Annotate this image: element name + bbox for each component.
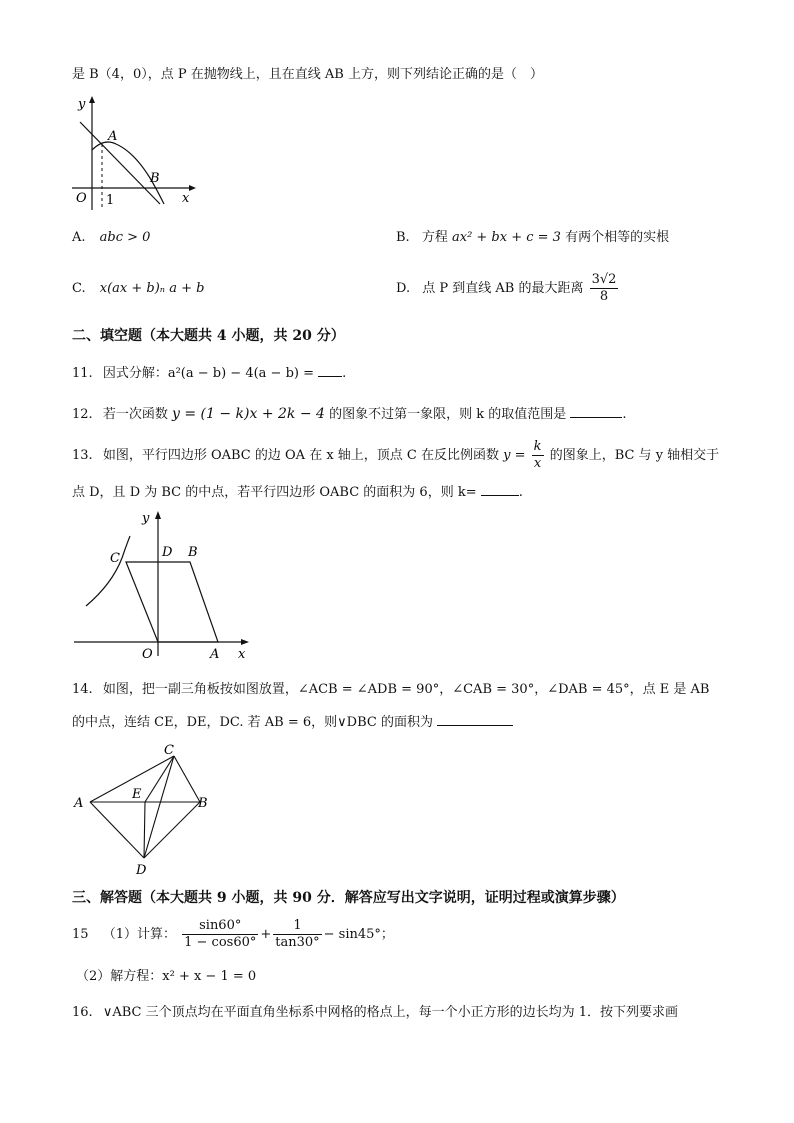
option-d (396, 272, 620, 305)
fig10-label-y: y (78, 97, 86, 112)
q15-f1-den: 1 − cos60° (184, 935, 257, 950)
q12-blank[interactable] (570, 405, 622, 418)
q14-blank[interactable] (437, 713, 513, 726)
parallelogram-oabc (126, 562, 218, 642)
q15-f1-num: sin60° (182, 918, 258, 935)
q11-end: . (342, 366, 347, 381)
fig13-label-b: B (188, 545, 198, 560)
q13-num: 13. (72, 448, 93, 463)
q13-frac-den: x (533, 456, 542, 471)
x-axis-arrow (189, 185, 196, 191)
q16-text: ∨ABC 三个顶点均在平面直角坐标系中网格的格点上，每一个小正方形的边长均为 1．按下列要求画 (102, 1005, 679, 1020)
q12-pre: 若一次函数 (102, 407, 168, 422)
option-c-label: C. (72, 281, 86, 296)
q13-fraction (532, 439, 544, 472)
q15-part1 (72, 918, 394, 951)
fig14-label-b: B (198, 796, 208, 811)
option-b-pre: 方程 (421, 230, 448, 245)
fig14-label-e: E (132, 787, 142, 802)
x-axis-arrow (241, 639, 249, 645)
q15-plus: + (260, 927, 272, 942)
y-axis-arrow (89, 96, 95, 103)
q13-line2 (72, 483, 523, 502)
option-d-pre: 点 P 到直线 AB 的最大距离 (422, 281, 584, 296)
q11 (72, 364, 346, 383)
q13-y-eq: y = (503, 448, 526, 463)
q13-blank[interactable] (481, 483, 519, 496)
q15-tail: − sin45°； (323, 927, 394, 942)
q14-figure (70, 740, 222, 878)
q10-stem: 是 B（4，0），点 P 在抛物线上，且在直线 AB 上方，则下列结论正确的是（ ） (72, 67, 543, 82)
option-a-label: A. (72, 230, 86, 245)
q15-f2-den: tan30° (275, 935, 320, 950)
fig13-label-x: x (238, 647, 246, 662)
hyperbola (86, 536, 130, 606)
fig10-label-x: x (182, 191, 190, 206)
fig10-label-1: 1 (106, 193, 115, 208)
option-c (72, 280, 204, 298)
q15-num: 15 (72, 927, 89, 942)
q12-end: . (622, 407, 627, 422)
section-3-heading: 三、解答题（本大题共 9 小题，共 90 分．解答应写出文字说明，证明过程或演算步骤） (72, 890, 625, 906)
option-d-fraction (590, 272, 619, 305)
q15-part2: （2）解方程：x² + x − 1 = 0 (76, 969, 257, 984)
q12-num: 12. (72, 407, 93, 422)
q13-line2-text: 点 D，且 D 为 BC 的中点，若平行四边形 OABC 的面积为 6，则 k= (72, 485, 477, 500)
fig10-label-o: O (76, 191, 87, 206)
q12 (72, 405, 627, 424)
segment-cb (174, 756, 200, 802)
fig14-label-a: A (74, 796, 84, 811)
segment-ad (90, 802, 144, 858)
option-d-num: 3√2 (591, 272, 617, 287)
q15-part1-label: （1）计算： (102, 927, 176, 942)
segment-de (144, 802, 145, 858)
q11-blank[interactable] (318, 364, 342, 377)
q13-line1 (72, 439, 719, 472)
option-b-post: 有两个相等的实根 (565, 230, 670, 245)
fig13-label-a: A (210, 647, 220, 662)
fig14-label-d: D (136, 863, 147, 878)
q14-line2-text: 的中点，连结 CE，DE，DC. 若 AB = 6，则∨DBC 的面积为 (72, 715, 433, 730)
q16 (72, 1004, 678, 1022)
q13-line1-pre: 如图，平行四边形 OABC 的边 OA 在 x 轴上，顶点 C 在反比例函数 (102, 448, 499, 463)
q11-num: 11. (72, 366, 93, 381)
q13-figure (70, 506, 252, 664)
fig13-label-y: y (142, 511, 150, 526)
section-2-heading: 二、填空题（本大题共 4 小题，共 20 分） (72, 328, 345, 344)
q15-fraction-2 (273, 918, 321, 951)
option-b (396, 229, 669, 247)
q14-num: 14. (72, 682, 93, 697)
option-d-label: D. (396, 281, 411, 296)
q13-line1-post: 的图象上，BC 与 y 轴相交于 (549, 448, 720, 463)
segment-ce (145, 756, 174, 802)
option-d-den: 8 (599, 289, 609, 304)
q10-figure (66, 92, 198, 214)
fig13-label-d: D (162, 545, 173, 560)
q14-line1-text: 如图，把一副三角板按如图放置，∠ACB = ∠ADB = 90°，∠CAB = 30°，∠DAB = 45°，点 E 是 AB (102, 682, 710, 697)
option-c-text: x(ax + b)ₙ a + b (99, 281, 205, 296)
fig10-label-a: A (108, 129, 118, 144)
q14-line2 (72, 713, 513, 732)
q15-f2-num: 1 (273, 918, 321, 935)
q13-frac-num: k (533, 439, 542, 454)
option-a (72, 229, 150, 247)
q15-fraction-1 (182, 918, 258, 951)
fig13-label-c: C (110, 551, 120, 566)
q14-line1 (72, 681, 710, 699)
fig10-label-b: B (150, 171, 160, 186)
q13-end: . (518, 485, 523, 500)
q12-expr: y = (1 − k)x + 2k − 4 (171, 406, 325, 422)
q16-num: 16. (72, 1005, 93, 1020)
y-axis-arrow (155, 511, 161, 519)
option-b-label: B. (396, 230, 410, 245)
fig14-label-c: C (164, 743, 174, 758)
q11-text: 因式分解：a²(a − b) − 4(a − b) = (102, 366, 314, 381)
fig13-label-o: O (142, 647, 153, 662)
option-a-text: abc > 0 (99, 230, 151, 245)
q12-post: 的图象不过第一象限，则 k 的取值范围是 (329, 407, 567, 422)
option-b-expr: ax² + bx + c = 3 (451, 230, 561, 245)
